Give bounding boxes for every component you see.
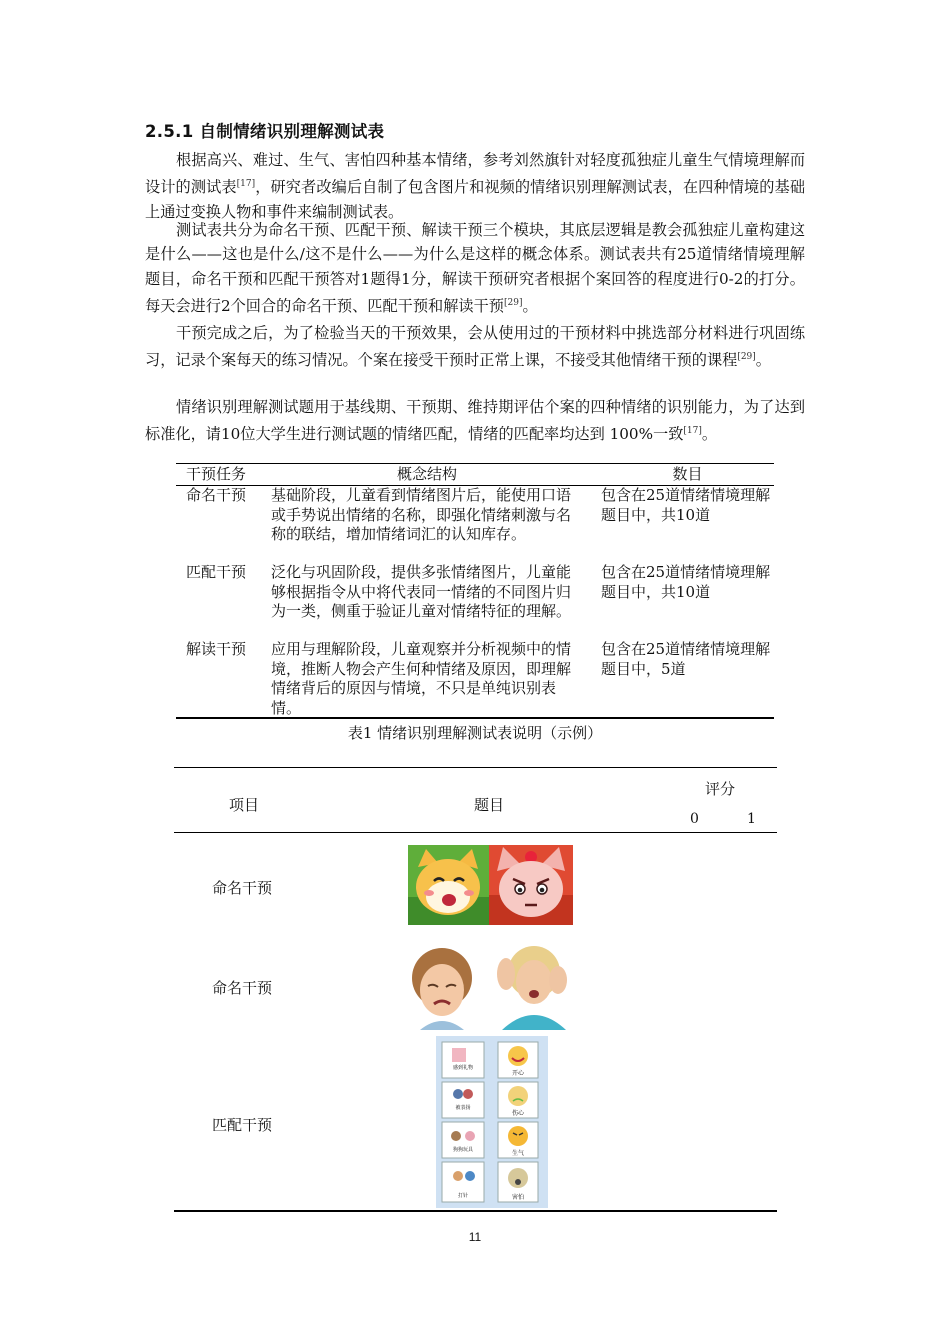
citation: [29]: [503, 297, 523, 308]
intervention-table: [176, 463, 774, 719]
header-score: 评分: [705, 780, 736, 798]
cartoon-angry-fox-image: [489, 845, 573, 925]
cell-concept: 泛化与巩固阶段，提供多张情绪图片，儿童能够根据指令从中将代表同一情绪的不同图片归为一类，侧重于验证儿童对情绪特征的理解。: [271, 563, 572, 621]
paragraph-1-tail: ，研究者改编后自制了包含图片和视频的情绪识别理解测试表，在四种情境的基础上通过变换人物和事件来编制测试表。: [145, 178, 806, 221]
crying-girl-photo: [402, 946, 482, 1030]
row-label-matching: 匹配干预: [212, 1116, 273, 1134]
cell-task: 解读干预: [186, 640, 247, 658]
table-row: [176, 486, 774, 563]
citation: [17]: [683, 426, 702, 437]
header-concept: 概念结构: [396, 464, 457, 483]
citation: [17]: [236, 179, 256, 190]
row-label-naming: 命名干预: [212, 979, 273, 997]
cell-concept: 应用与理解阶段，儿童观察并分析视频中的情境，推断人物会产生何种情绪及原因，即理解情绪背后的原因与情境，不只是单纯识别表情。: [271, 640, 572, 717]
card-label: 狗狗玩具: [452, 1147, 473, 1153]
card-label: 生气: [511, 1150, 524, 1157]
paragraph-2: [145, 218, 805, 318]
cartoon-happy-cat-image: [408, 845, 490, 925]
header-divider: [174, 832, 777, 833]
paragraph-1: [145, 148, 805, 224]
card-label: 开心: [511, 1070, 524, 1077]
paragraph-3: [145, 321, 805, 372]
section-heading: 2.5.1 自制情绪识别理解测试表: [145, 122, 385, 141]
paragraph-3-tail: 。: [755, 351, 771, 370]
paragraph-2-tail: 。: [522, 296, 538, 315]
paragraph-2-text: 测试表共分为命名干预、匹配干预、解读干预三个模块，其底层逻辑是教会孤独症儿童构建这是什么——这也是什么/这不是什么——为什么是这样的概念体系。测试表共有25道情绪情境理解题目，命名干预和匹配干预答对1题得1分，解读干预研究者根据个案回答的程度进行0-2的打分。每天会进行2个回合的命名干预、匹配干预和解读干预: [145, 221, 805, 315]
header-item: 项目: [229, 796, 260, 814]
paragraph-1-text: 根据高兴、难过、生气、害怕四种基本情绪，参考刘然旗针对轻度孤独症儿童生气情境理解而设计的测试表: [145, 151, 805, 197]
header-score-0: 0: [690, 811, 699, 827]
cell-count: 包含在25道情绪情境理解题目中，5道: [601, 640, 771, 678]
paragraph-4: [145, 395, 805, 446]
page-number: 11: [468, 1230, 482, 1244]
header-score-1: 1: [747, 811, 756, 827]
table-caption: 表1 情绪识别理解测试表说明（示例）: [347, 724, 603, 742]
matching-cards-image: [436, 1036, 548, 1208]
cell-concept: 基础阶段，儿童看到情绪图片后，能使用口语或手势说出情绪的名称，即强化情绪刺激与名称的联结，增加情绪词汇的认知库存。: [271, 486, 572, 544]
card-label: 被表扬: [455, 1105, 471, 1111]
table-header-row: [176, 464, 774, 486]
paragraph-4-text: 情绪识别理解测试题用于基线期、干预期、维持期评估个案的四种情绪的识别能力，为了达到标准化，请10位大学生进行测试题的情绪匹配，情绪的匹配率均达到 100%一致: [145, 398, 805, 444]
cell-count: 包含在25道情绪情境理解题目中，共10道: [601, 486, 771, 524]
table-row: [176, 563, 774, 640]
header-topic: 题目: [474, 796, 505, 814]
cell-task: 匹配干预: [186, 563, 247, 581]
card-label: 感到礼物: [452, 1065, 473, 1071]
card-label: 伤心: [511, 1110, 524, 1117]
header-task: 干预任务: [186, 464, 247, 483]
paragraph-3-text: 干预完成之后，为了检验当天的干预效果，会从使用过的干预材料中挑选部分材料进行巩固练习，记录个案每天的练习情况。个案在接受干预时正常上课，不接受其他情绪干预的课程: [145, 324, 805, 370]
header-count: 数目: [672, 464, 703, 483]
table-row: [176, 640, 774, 717]
row-label-naming: 命名干预: [212, 879, 273, 897]
paragraph-4-tail: 。: [701, 425, 718, 444]
cell-count: 包含在25道情绪情境理解题目中，共10道: [601, 563, 771, 601]
card-label: 害怕: [511, 1194, 524, 1201]
citation: [29]: [737, 352, 756, 363]
card-label: 打针: [457, 1193, 468, 1199]
scared-girl-photo: [488, 944, 580, 1030]
cell-task: 命名干预: [186, 486, 247, 504]
